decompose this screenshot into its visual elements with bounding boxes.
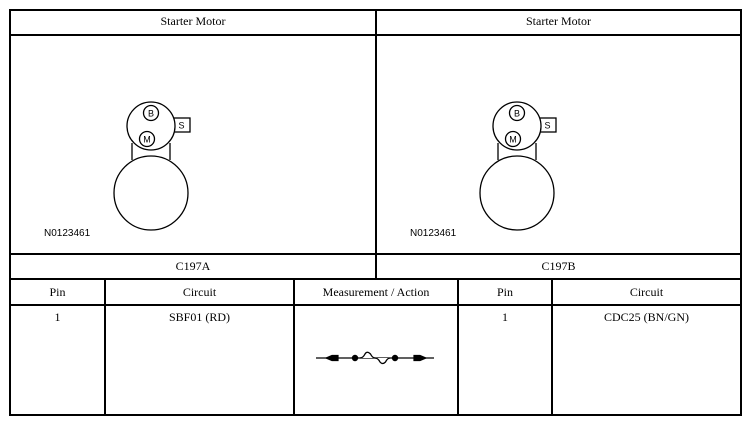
starter-motor-diagram-b — [466, 95, 576, 235]
row-pin-b: 1 — [502, 310, 508, 324]
terminal-b-label-a: B — [147, 108, 155, 119]
row-circuit-a: SBF01 (RD) — [168, 310, 230, 324]
connector-b-id: C197B — [541, 259, 576, 273]
terminal-m-label-a: M — [143, 134, 151, 145]
row-pin-a: 1 — [54, 310, 61, 324]
header-measurement: Measurement / Action — [322, 285, 430, 299]
starter-motor-diagram-a — [100, 95, 210, 235]
header-pin-b: Pin — [496, 285, 513, 299]
connector-a-id: C197A — [175, 259, 211, 273]
reference-code-b: N0123461 — [410, 228, 457, 239]
connector-b-title: Starter Motor — [526, 14, 591, 28]
connector-a-title: Starter Motor — [160, 14, 226, 28]
terminal-s-label-a: S — [178, 120, 185, 131]
fuse-link-icon — [316, 350, 436, 366]
row-circuit-b: CDC25 (BN/GN) — [603, 310, 689, 324]
terminal-b-label-b: B — [513, 108, 521, 119]
terminal-s-label-b: S — [544, 120, 551, 131]
reference-code-a: N0123461 — [44, 228, 91, 239]
terminal-m-label-b: M — [509, 134, 517, 145]
header-circuit-b: Circuit — [629, 285, 664, 299]
header-circuit-a: Circuit — [182, 285, 217, 299]
header-pin-a: Pin — [49, 285, 66, 299]
